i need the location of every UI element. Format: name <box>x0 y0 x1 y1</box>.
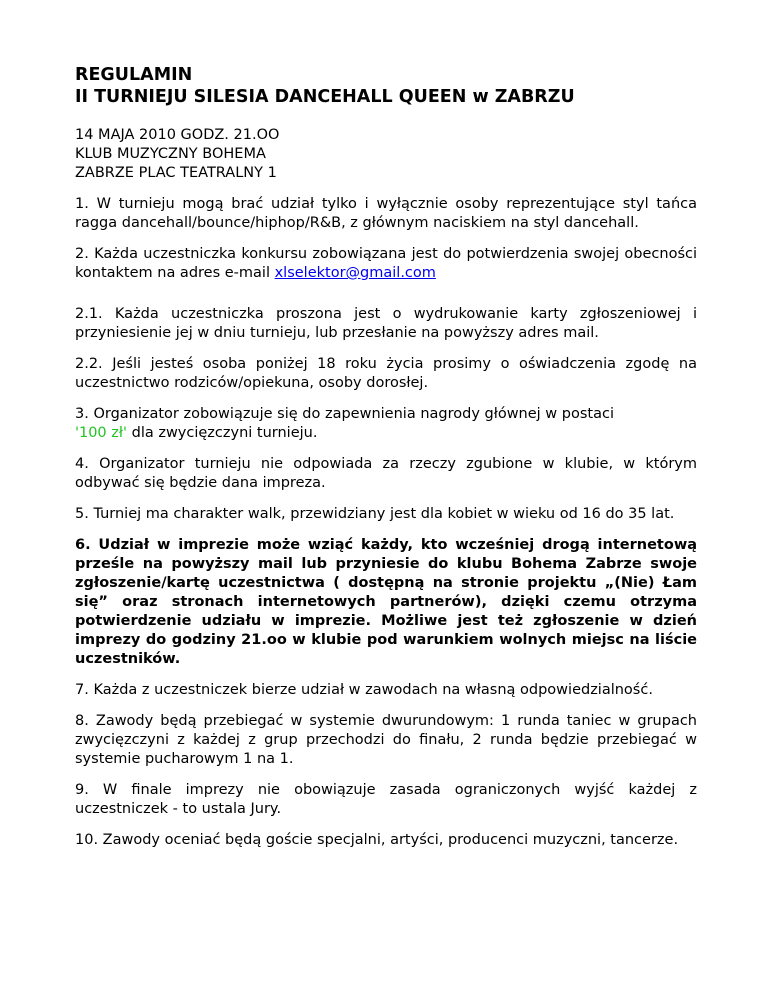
rule-2 <box>75 245 697 283</box>
rule-5: 5. Turniej ma charakter walk, przewidziany jest dla kobiet w wieku od 16 do 35 lat. <box>75 506 675 522</box>
rule-3-rest: dla zwycięzczyni turnieju. <box>127 425 318 441</box>
rule-3 <box>75 405 697 443</box>
rule-2-text: 2. Każda uczestniczka konkursu zobowiązana jest do potwierdzenia swojej obecności kontaktem na adres e-mail <box>75 246 697 281</box>
rule-1: 1. W turnieju mogą brać udział tylko i wyłącznie osoby reprezentujące styl tańca ragga dancehall/bounce/hiphop/R&B, z głównym naciskiem na styl dancehall. <box>75 196 697 231</box>
rule-2-1: 2.1. Każda uczestniczka proszona jest o wydrukowanie karty zgłoszeniowej i przyniesienie jej w dniu turnieju, lub przesłanie na powyższy adres mail. <box>75 306 697 341</box>
prize-amount: '100 zł' <box>75 425 127 441</box>
rule-2-2: 2.2. Jeśli jesteś osoba poniżej 18 roku życia prosimy o oświadczenia zgodę na uczestnictwo rodziców/opiekuna, osoby dorosłej. <box>75 356 697 391</box>
event-details <box>75 126 697 183</box>
title-line-2: II TURNIEJU SILESIA DANCEHALL QUEEN w ZABRZU <box>75 87 575 107</box>
rule-6: 6. Udział w imprezie może wziąć każdy, kto wcześniej drogą internetową prześle na powyższy mail lub przyniesie do klubu Bohema Zabrze swoje zgłoszenie/kartę uczestnictwa ( dostępną na stronie projektu „(Nie) Łam się” oraz stronach internetowych partnerów), dzięki czemu otrzyma potwierdzenie udziału w imprezie. Możliwe jest też zgłoszenie w dzień imprezy do godziny 21.oo w klubie pod warunkiem wolnych miejsc na liście uczestników. <box>75 537 697 667</box>
event-address: ZABRZE PLAC TEATRALNY 1 <box>75 165 277 181</box>
email-link[interactable]: xlselektor@gmail.com <box>274 265 436 281</box>
title-line-1: REGULAMIN <box>75 65 193 85</box>
rule-3-line-1: 3. Organizator zobowiązuje się do zapewnienia nagrody głównej w postaci <box>75 406 614 422</box>
rule-7: 7. Każda z uczestniczek bierze udział w zawodach na własną odpowiedzialność. <box>75 682 653 698</box>
rule-8: 8. Zawody będą przebiegać w systemie dwurundowym: 1 runda taniec w grupach zwycięzczyni z każdej z grup przechodzi do finału, 2 runda będzie przebiegać w systemie pucharowym 1 na 1. <box>75 713 697 767</box>
document-page <box>75 64 697 862</box>
rule-4: 4. Organizator turnieju nie odpowiada za rzeczy zgubione w klubie, w którym odbywać się będzie dana impreza. <box>75 456 697 491</box>
rule-10: 10. Zawody oceniać będą goście specjalni, artyści, producenci muzyczni, tancerze. <box>75 832 679 848</box>
event-date: 14 MAJA 2010 GODZ. 21.OO <box>75 127 280 143</box>
event-venue: KLUB MUZYCZNY BOHEMA <box>75 146 266 162</box>
rule-9: 9. W finale imprezy nie obowiązuje zasada ograniczonych wyjść każdej z uczestniczek - to ustala Jury. <box>75 782 697 817</box>
document-title <box>75 64 697 108</box>
